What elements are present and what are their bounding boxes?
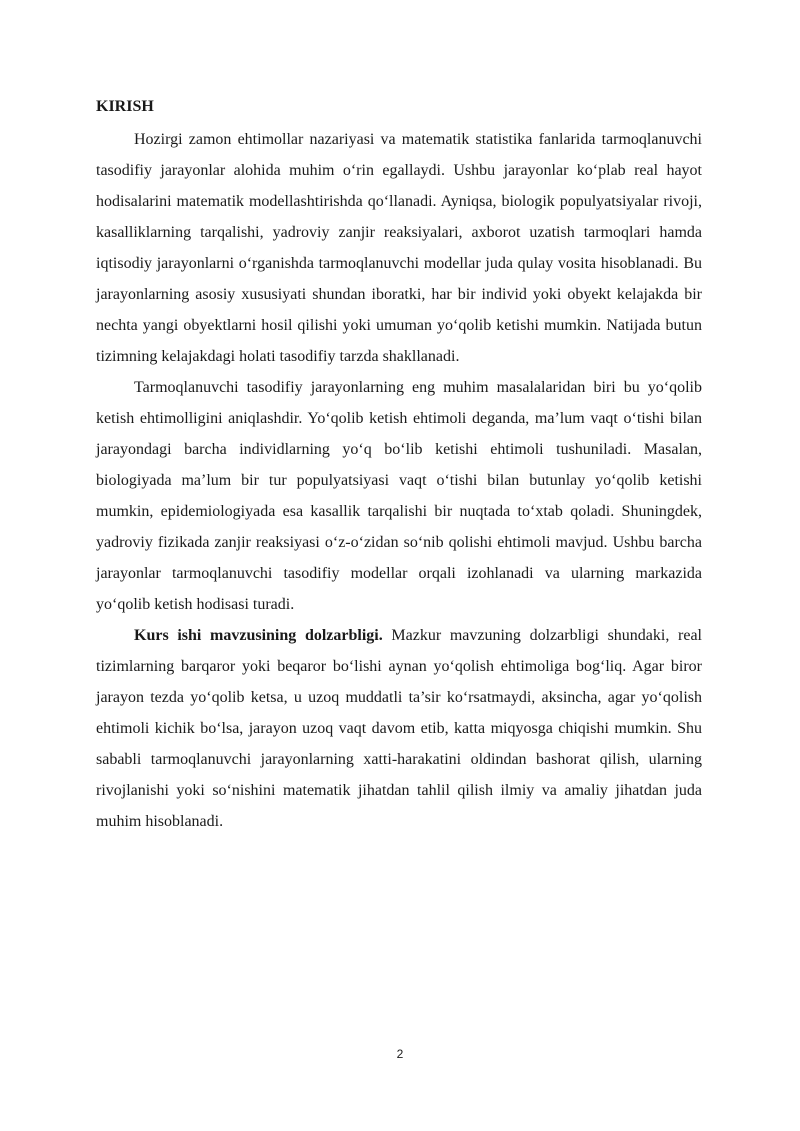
- paragraph-intro: [96, 124, 702, 372]
- section-heading: KIRISH: [96, 98, 154, 115]
- page-number: 2: [396, 1047, 404, 1061]
- paragraph-relevance-text: Mazkur mavzuning dolzarbligi shundaki, real tizimlarning barqaror yoki beqaror bo‘lishi aynan yo‘qolish ehtimoliga bog‘liq. Agar biror jarayon tezda yo‘qolib ketsa, u uzoq muddatli ta’sir ko‘rsatmaydi, aksincha, agar yo‘qolish ehtimoli kichik bo‘lsa, jarayon uzoq vaqt davom etib, katta miqyosga chiqishi mumkin. Shu sababli tarmoqlanuvchi jarayonlarning xatti-harakatini oldindan bashorat qilish, ularning rivojlanishi yoki so‘nishini matematik jihatdan tahlil qilish ilmiy va amaliy jihatdan juda muhim hisoblanadi.: [96, 627, 702, 830]
- paragraph-relevance: [96, 620, 702, 837]
- paragraph-extinction: [96, 372, 702, 620]
- paragraph-intro-text: Hozirgi zamon ehtimollar nazariyasi va matematik statistika fanlarida tarmoqlanuvchi tasodifiy jarayonlar alohida muhim o‘rin egallaydi. Ushbu jarayonlar ko‘plab real hayot hodisalarini matematik modellashtirishda qo‘llanadi. Ayniqsa, biologik populyatsiyalar rivoji, kasalliklarning tarqalishi, yadroviy zanjir reaksiyalari, axborot uzatish tarmoqlari hamda iqtisodiy jarayonlarni o‘rganishda tarmoqlanuvchi modellar juda qulay vosita hisoblanadi. Bu jarayonlarning asosiy xususiyati shundan iboratki, har bir individ yoki obyekt kelajakda bir nechta yangi obyektlarni hosil qilishi yoki umuman yo‘qolib ketishi mumkin. Natijada butun tizimning kelajakdagi holati tasodifiy tarzda shakllanadi.: [96, 131, 702, 365]
- paragraph-extinction-text: Tarmoqlanuvchi tasodifiy jarayonlarning eng muhim masalalaridan biri bu yo‘qolib ketish ehtimolligini aniqlashdir. Yo‘qolib ketish ehtimoli deganda, ma’lum vaqt o‘tishi bilan jarayondagi barcha individlarning yo‘q bo‘lib ketishi ehtimoli tushuniladi. Masalan, biologiyada ma’lum bir tur populyatsiyasi vaqt o‘tishi bilan butunlay yo‘qolib ketishi mumkin, epidemiologiyada esa kasallik tarqalishi bir nuqtada to‘xtab qoladi. Shuningdek, yadroviy fizikada zanjir reaksiyasi o‘z-o‘zidan so‘nib qolishi ehtimoli mavjud. Ushbu barcha jarayonlar tarmoqlanuvchi tasodifiy modellar orqali izohlanadi va ularning markazida yo‘qolib ketish hodisasi turadi.: [96, 379, 702, 613]
- paragraph-relevance-lead: Kurs ishi mavzusining dolzarbligi.: [134, 627, 383, 644]
- page-body: [96, 92, 702, 837]
